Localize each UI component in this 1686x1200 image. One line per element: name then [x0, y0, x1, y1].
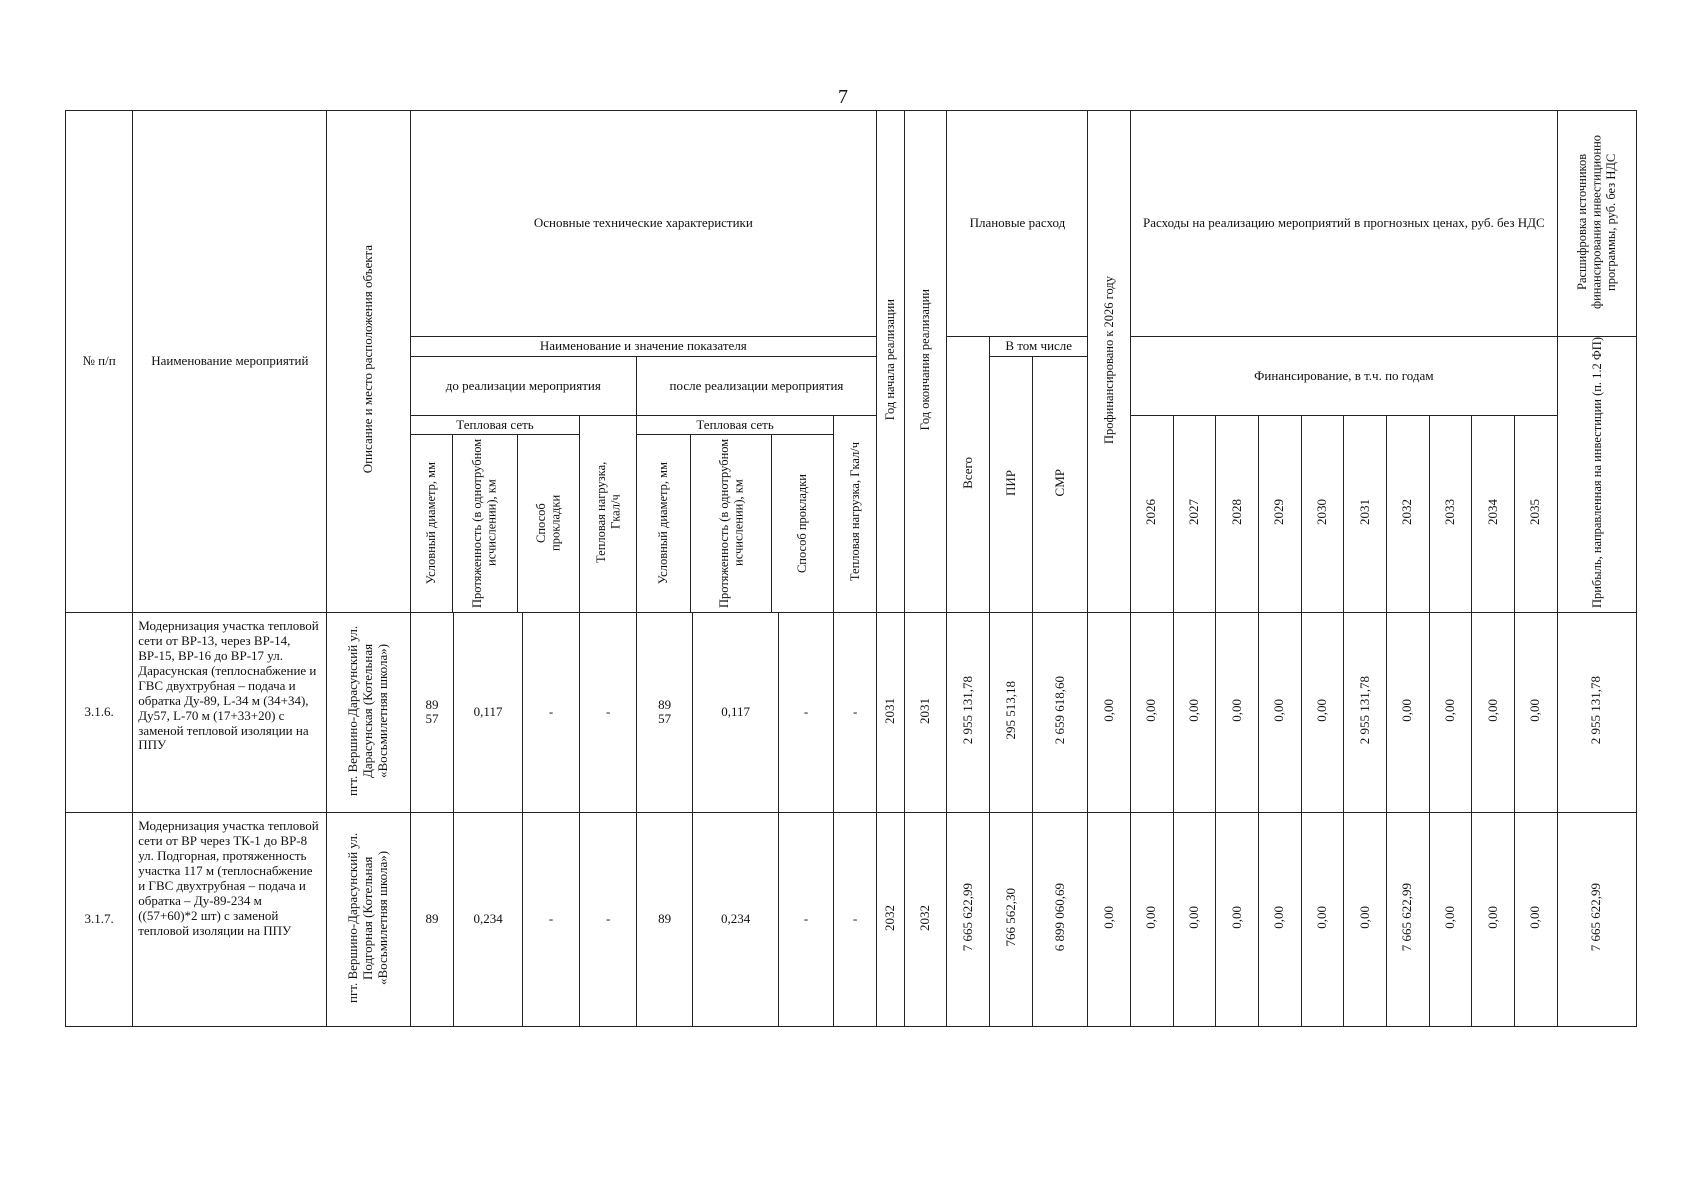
row-prefinanced: 0,00	[1088, 812, 1131, 1026]
row-name: Модернизация участка тепловой сети от ВР через ТК-1 до ВР-8 ул. Подгорная, протяженность участка 117 м (теплоснабжение и ГВС двухтрубная – подача и обратка – Ду-89-234 м ((57+60)*2 шт) с заменой тепловой изоляции на ППУ	[133, 812, 327, 1026]
row-len-before: 0,234	[454, 812, 522, 1026]
row-location: пгт. Вершино-Дарасунский ул. Подгорная (Котельная «Восьмилетняя школа»)	[327, 812, 410, 1026]
row-year-start: 2032	[877, 812, 905, 1026]
row-year-value: 0,00	[1130, 812, 1173, 1026]
row-year-start: 2031	[877, 612, 905, 812]
header-diameter-after: Условный диаметр, мм	[656, 462, 671, 585]
header-method-before: Способ прокладки	[534, 495, 563, 552]
header-profit: Прибыль, направленная на инвестиции (п. 1.2 ФП)	[1557, 337, 1636, 613]
row-dia-before: 89	[410, 812, 454, 1026]
header-location: Описание и место расположения объекта	[327, 111, 410, 613]
header-name: Наименование мероприятий	[133, 111, 327, 613]
row-dia-before: 89 57	[410, 612, 454, 812]
row-year-value: 0,00	[1472, 612, 1515, 812]
header-total: Всего	[947, 337, 990, 613]
header-length-before: Протяженность (в однотрубном исчислении), км	[470, 438, 499, 609]
row-name: Модернизация участка тепловой сети от ВР-13, через ВР-14, ВР-15, ВР-16 до ВР-17 ул. Дарасунская (теплоснабжение и ГВС двухтрубная – подача и обратка Ду-89, L-34 м (34+34), Ду57, L-70 м (17+33+20) с заменой тепловой изоляции на ППУ	[133, 612, 327, 812]
header-year-2034: 2034	[1472, 415, 1515, 612]
row-len-after: 0,234	[693, 812, 778, 1026]
row-location: пгт. Вершино-Дарасунский ул. Дарасунская (Котельная «Восьмилетняя школа»)	[327, 612, 410, 812]
header-expenses: Расходы на реализацию мероприятий в прогнозных ценах, руб. без НДС	[1130, 111, 1557, 337]
header-after-net	[636, 415, 833, 612]
header-planned: Плановые расход	[947, 111, 1088, 337]
row-pir: 766 562,30	[990, 812, 1033, 1026]
header-length-after: Протяженность (в однотрубном исчислении), км	[716, 438, 745, 609]
header-sources: Расшифровка источников финансирования инвестиционно программы, руб. без НДС	[1557, 111, 1636, 337]
row-year-value: 0,00	[1344, 812, 1387, 1026]
header-year-end: Год окончания реализации	[904, 111, 947, 613]
header-tech: Основные технические характеристики	[410, 111, 876, 337]
table-row	[66, 612, 1637, 812]
row-total: 2 955 131,78	[947, 612, 990, 812]
row-len-before: 0,117	[454, 612, 522, 812]
row-year-value: 0,00	[1515, 612, 1558, 812]
header-year-2026: 2026	[1130, 415, 1173, 612]
row-year-value: 0,00	[1258, 612, 1301, 812]
row-method-after: -	[778, 812, 833, 1026]
header-prefinanced: Профинансировано к 2026 году	[1088, 111, 1131, 613]
header-year-2027: 2027	[1173, 415, 1216, 612]
row-year-value: 0,00	[1515, 812, 1558, 1026]
header-load-before: Тепловая нагрузка, Гкал/ч	[580, 415, 637, 612]
row-year-value: 0,00	[1429, 812, 1472, 1026]
header-before-net	[410, 415, 580, 612]
header-year-2028: 2028	[1216, 415, 1259, 612]
row-smr: 2 659 618,60	[1032, 612, 1087, 812]
header-pir: ПИР	[990, 357, 1033, 613]
header-diameter-before: Условный диаметр, мм	[423, 462, 438, 585]
row-year-value: 0,00	[1301, 612, 1344, 812]
row-dia-after: 89	[636, 812, 693, 1026]
header-year-start: Год начала реализации	[877, 111, 905, 613]
row-year-value: 7 665 622,99	[1387, 812, 1430, 1026]
header-year-2033: 2033	[1429, 415, 1472, 612]
row-load-after: -	[834, 612, 877, 812]
row-profit: 2 955 131,78	[1557, 612, 1636, 812]
header-year-2030: 2030	[1301, 415, 1344, 612]
row-year-value: 0,00	[1130, 612, 1173, 812]
header-indicator: Наименование и значение показателя	[410, 337, 876, 357]
row-len-after: 0,117	[693, 612, 778, 812]
header-financing: Финансирование, в т.ч. по годам	[1130, 337, 1557, 416]
row-smr: 6 899 060,69	[1032, 812, 1087, 1026]
row-year-value: 0,00	[1387, 612, 1430, 812]
row-year-value: 0,00	[1472, 812, 1515, 1026]
row-year-end: 2031	[904, 612, 947, 812]
row-load-after: -	[834, 812, 877, 1026]
header-num: № п/п	[66, 111, 133, 613]
header-method-after: Способ прокладки	[795, 473, 810, 573]
header-heat-net-before: Тепловая сеть	[411, 416, 580, 435]
header-year-2032: 2032	[1387, 415, 1430, 612]
row-pir: 295 513,18	[990, 612, 1033, 812]
investment-table	[65, 110, 1637, 1027]
table-row	[66, 812, 1637, 1026]
header-load-after: Тепловая нагрузка, Гкал/ч	[834, 415, 877, 612]
header-year-2029: 2029	[1258, 415, 1301, 612]
header-year-2035: 2035	[1515, 415, 1558, 612]
row-year-value: 2 955 131,78	[1344, 612, 1387, 812]
header-year-2031: 2031	[1344, 415, 1387, 612]
row-profit: 7 665 622,99	[1557, 812, 1636, 1026]
row-method-before: -	[522, 612, 580, 812]
row-year-value: 0,00	[1301, 812, 1344, 1026]
row-total: 7 665 622,99	[947, 812, 990, 1026]
row-year-value: 0,00	[1173, 812, 1216, 1026]
row-year-value: 0,00	[1216, 812, 1259, 1026]
header-before: до реализации мероприятия	[410, 357, 636, 416]
row-num: 3.1.6.	[66, 612, 133, 812]
row-year-value: 0,00	[1429, 612, 1472, 812]
header-after: после реализации мероприятия	[636, 357, 876, 416]
page-number: 7	[838, 86, 848, 108]
row-year-end: 2032	[904, 812, 947, 1026]
row-method-after: -	[778, 612, 833, 812]
row-load-before: -	[580, 812, 637, 1026]
header-smr: СМР	[1032, 357, 1087, 613]
row-method-before: -	[522, 812, 580, 1026]
header-heat-net-after: Тепловая сеть	[637, 416, 833, 435]
row-year-value: 0,00	[1173, 612, 1216, 812]
header-incl: В том числе	[990, 337, 1088, 357]
row-dia-after: 89 57	[636, 612, 693, 812]
row-prefinanced: 0,00	[1088, 612, 1131, 812]
row-year-value: 0,00	[1216, 612, 1259, 812]
row-num: 3.1.7.	[66, 812, 133, 1026]
row-load-before: -	[580, 612, 637, 812]
row-year-value: 0,00	[1258, 812, 1301, 1026]
